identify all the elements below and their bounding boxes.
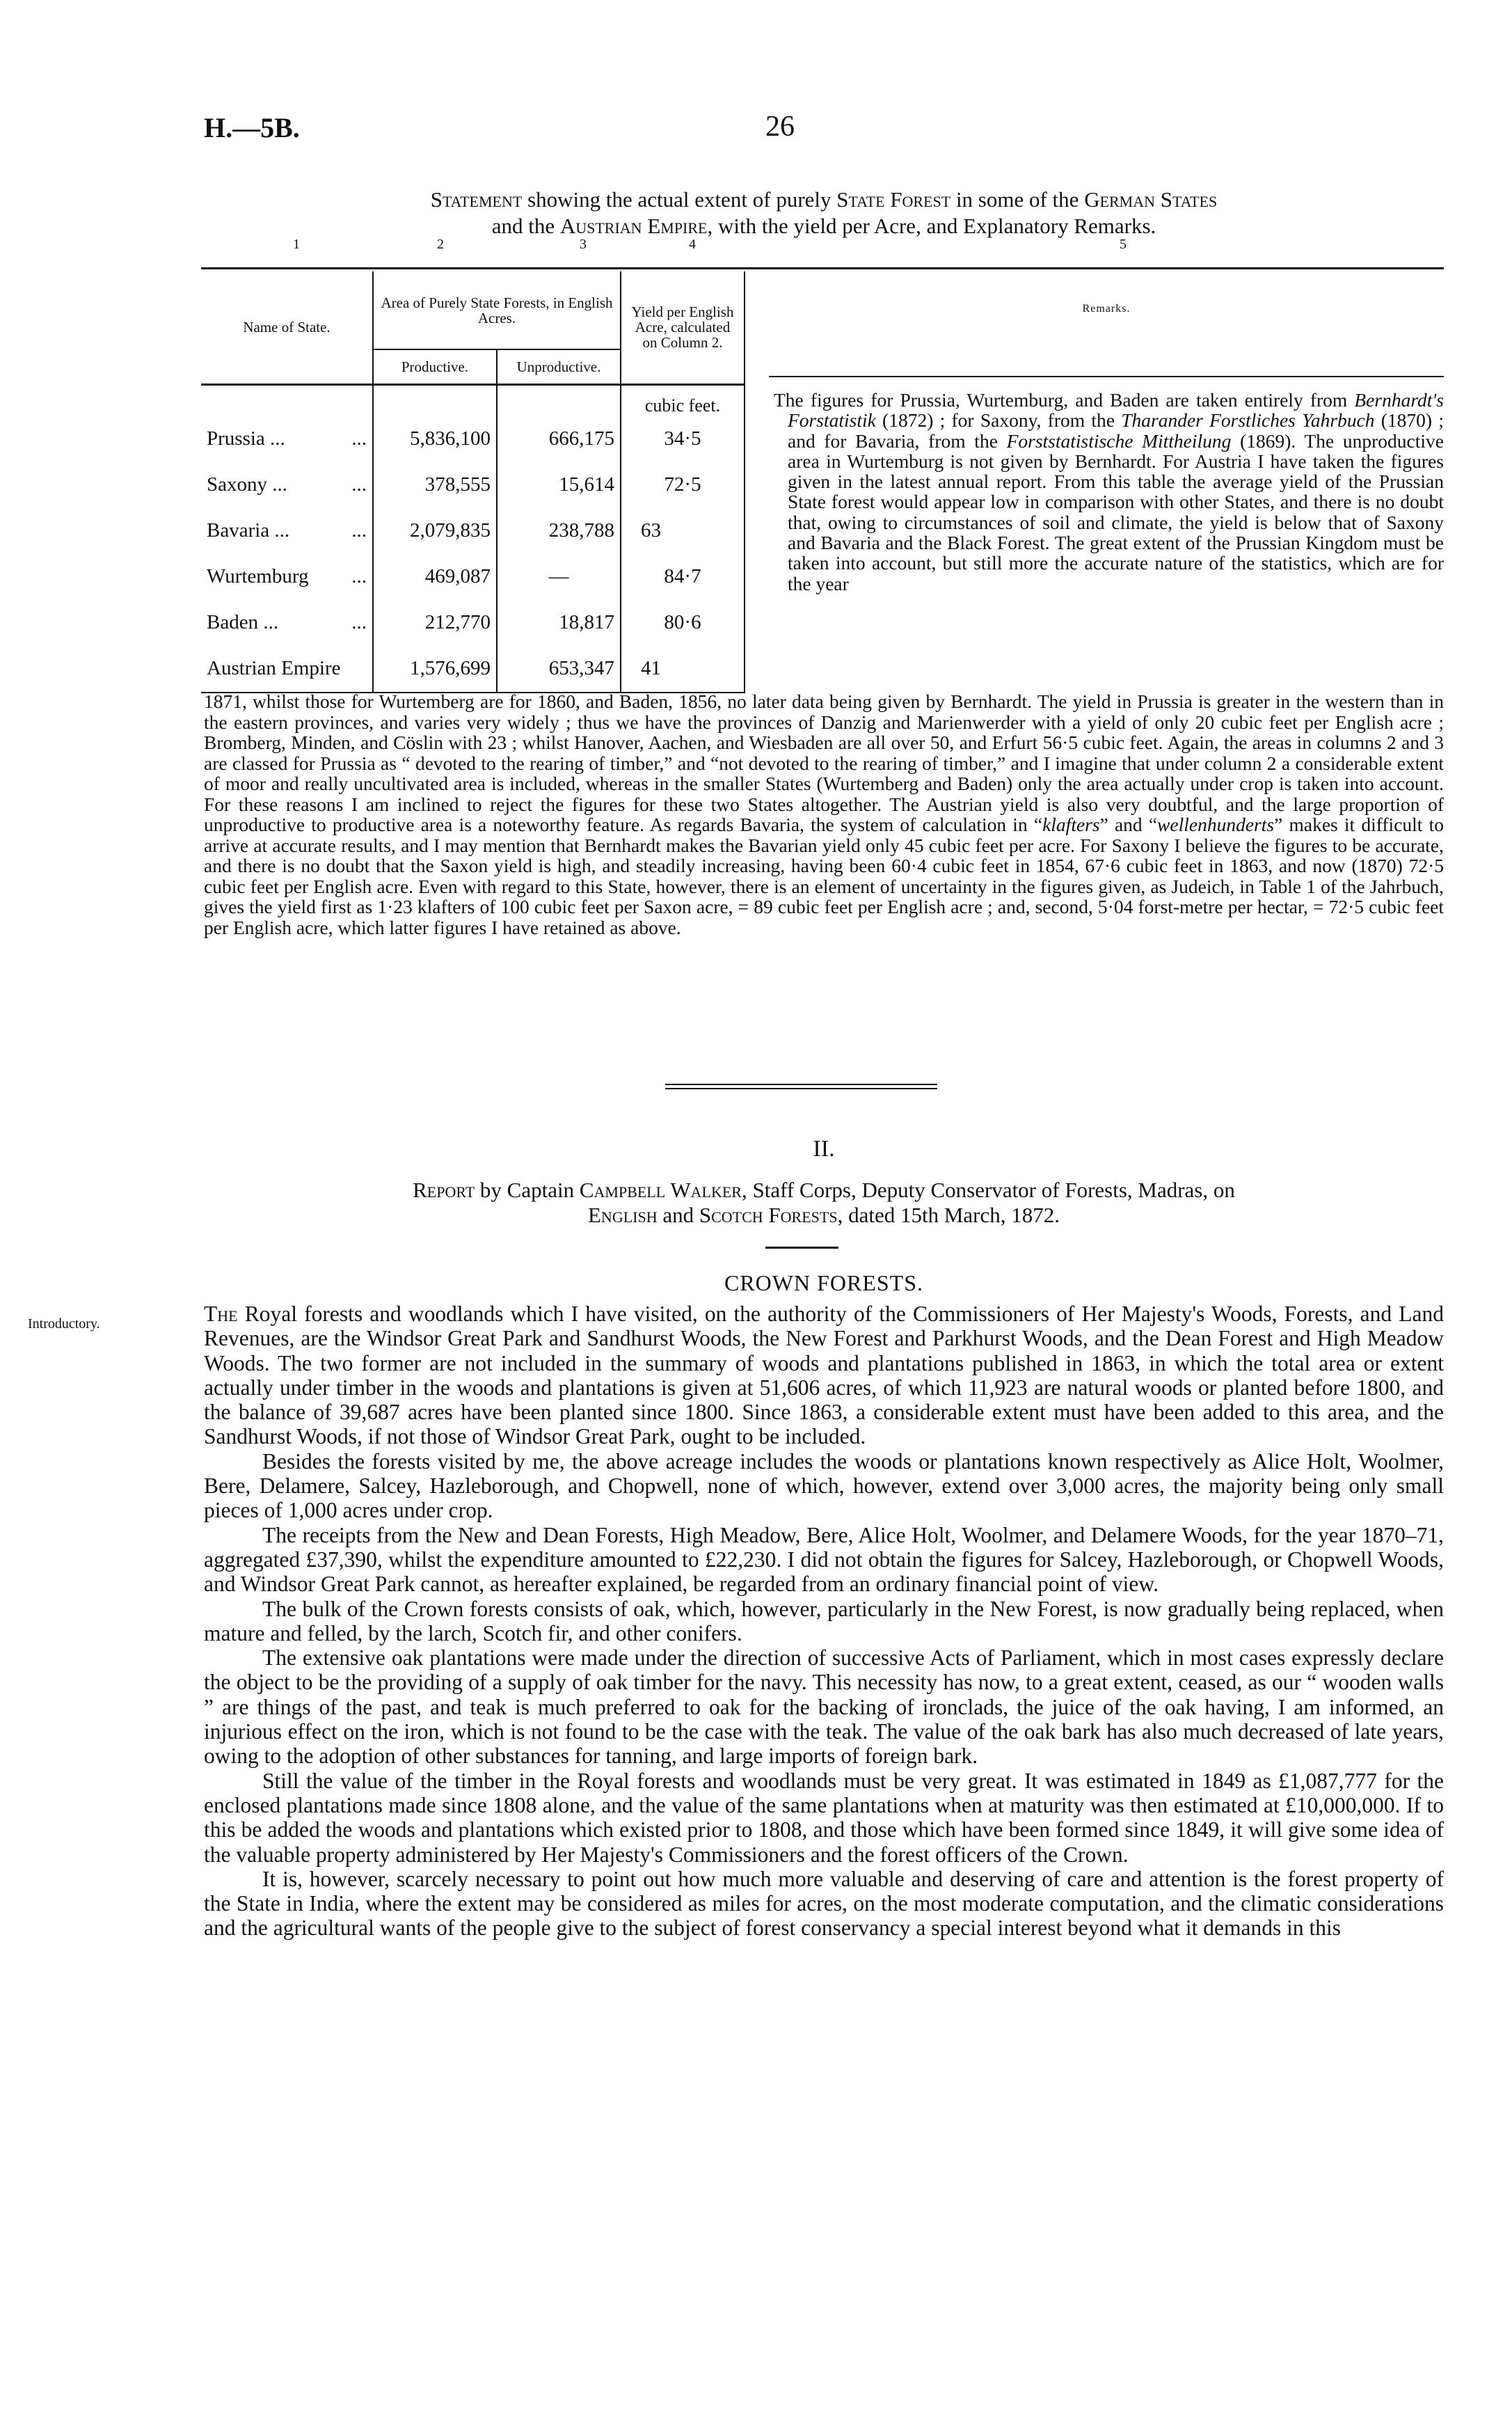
title-text: showing the actual extent of purely: [522, 187, 837, 212]
leader-dots: ...: [351, 427, 367, 450]
report-heading: [204, 1178, 1444, 1228]
table-row: [201, 416, 745, 462]
header-unproductive: Unproductive.: [497, 349, 621, 384]
remarks-text: (1870) ; and for Bavaria, from the: [788, 409, 1444, 452]
leader-dots: ...: [351, 519, 367, 542]
paragraph-lead: The: [204, 1302, 238, 1326]
header-name-of-state: Name of State.: [243, 319, 331, 336]
yield-cell: 63: [621, 508, 745, 554]
section-divider: [665, 1088, 937, 1089]
unproductive-cell: 238,788: [497, 508, 621, 554]
table-top-rule: [201, 267, 1444, 269]
section-divider: [665, 1084, 937, 1085]
remarks-term: wellenhunderts: [1157, 814, 1275, 835]
remarks-text: (1869). The unproductive area in Wurtemburg is not given by Bernhardt. For Austria I have taken the figures given in the latest annual report. From this table the average yield of the Prussian State forest would appear low in comparison with other States, and there is no doubt that, owing to circumstances of soil and climate, the yield is below that of Saxony and Bavaria and the Black Forest. The great extent of the Prussian Kingdom must be taken into account, but still more the accurate nature of the statistics, which are for the year: [788, 429, 1444, 594]
column-number: 1: [293, 237, 300, 252]
remarks-citation: Tharander Forstliches Yahrbuch: [1121, 409, 1375, 432]
state-name: Saxony ...: [207, 473, 287, 496]
state-forest-table: [201, 271, 745, 693]
remarks-text: The figures for Prussia, Wurtemburg, and Baden are taken entirely from: [774, 389, 1355, 411]
report-text: , dated 15th March, 1872.: [837, 1203, 1060, 1227]
report-word: Report: [413, 1178, 475, 1202]
header-remarks: Remarks.: [1082, 303, 1131, 315]
report-body: [204, 1302, 1444, 1941]
leader-dots: ...: [351, 611, 367, 633]
paragraph: Still the value of the timber in the Royal forests and woodlands must be very great. It was estimated in 1849 as £1,087,777 for the enclosed plantations made since 1808 alone, and the value of the same plantations when at maturity was then estimated at £10,000,000. If to this be added the woods and plantations which existed prior to 1808, and those which have been formed since 1849, it will give some idea of the valuable property administered by Her Majesty's Commissioners and the forest officers of the Crown.: [204, 1768, 1444, 1867]
state-name: Austrian Empire: [207, 657, 341, 679]
paragraph: Besides the forests visited by me, the above acreage includes the woods or plantations known respectively as Alice Holt, Woolmer, Bere, Delamere, Salcey, Hazleborough, and Chopwell, none of which, however, extend over 3,000 acres, the majority being only small pieces of 1,000 acres under crop.: [204, 1448, 1444, 1523]
yield-unit: cubic feet.: [621, 384, 745, 416]
title-text: in some of the: [950, 187, 1085, 212]
remarks-term: klafters: [1042, 814, 1100, 835]
remarks-text: ” and “: [1099, 814, 1158, 835]
unproductive-cell: —: [497, 554, 621, 600]
header-area: Area of Purely State Forests, in English Acres.: [373, 271, 621, 349]
unproductive-cell: 15,614: [497, 462, 621, 508]
state-name: Baden ...: [207, 611, 279, 633]
state-name: Prussia ...: [207, 427, 285, 450]
header-productive: Productive.: [373, 349, 497, 384]
leader-dots: ...: [351, 473, 367, 496]
paragraph-text: Royal forests and woodlands which I have visited, on the authority of the Commissioners of Her Majesty's Woods, Forests, and Land Revenues, are the Windsor Great Park and Sandhurst Woods, the New Forest and Parkhurst Woods, and the Dean Forest and High Meadow Woods. The two former are not included in the summary of woods and plantations published in 1863, in which the total area or extent actually under timber in the woods and plantations is given at 51,606 acres, of which 11,923 are natural woods or planted before 1800, and the balance of 39,687 acres have been planted since 1800. Since 1863, a considerable extent must have been added to this area, and the Sandhurst Woods, if not those of Windsor Great Park, ought to be included.: [204, 1302, 1444, 1449]
table-title: [204, 187, 1444, 239]
report-word: Scotch Forests: [699, 1203, 838, 1227]
remarks-continuation: [204, 691, 1444, 938]
heading-rule: [765, 1247, 838, 1249]
section-number: II.: [813, 1136, 835, 1162]
table-row: [201, 462, 745, 508]
productive-cell: 1,576,699: [373, 646, 497, 693]
productive-cell: 5,836,100: [373, 416, 497, 462]
remarks-column: [774, 390, 1444, 594]
state-name: Wurtemburg: [207, 565, 309, 587]
paragraph: The receipts from the New and Dean Forests, High Meadow, Bere, Alice Holt, Woolmer, and Delamere Woods, for the year 1870–71, aggregated £37,390, whilst the expenditure amounted to £22,230. I did not obtain the figures for Salcey, Hazleborough, or Chopwell Woods, and Windsor Great Park cannot, as hereafter explained, be regarded from an ordinary financial point of view.: [204, 1522, 1444, 1597]
title-word: Statement: [430, 187, 523, 212]
column-number: 2: [437, 237, 444, 252]
title-word: German States: [1084, 187, 1218, 212]
title-text: and the: [491, 214, 560, 238]
paragraph: The bulk of the Crown forests consists of oak, which, however, particularly in the New Forest, is now gradually being replaced, when mature and felled, by the larch, Scotch fir, and other conifers.: [204, 1596, 1444, 1645]
table-row: [201, 600, 745, 646]
yield-cell: 84·7: [621, 554, 745, 600]
unproductive-cell: 666,175: [497, 416, 621, 462]
column-number: 5: [1120, 237, 1127, 252]
paragraph: [204, 1302, 1444, 1449]
page-number: 26: [765, 111, 795, 143]
state-name: Bavaria ...: [207, 519, 290, 542]
yield-cell: 41: [621, 646, 745, 693]
productive-cell: 469,087: [373, 554, 497, 600]
remarks-rule: [769, 376, 1444, 377]
report-word: Campbell Walker: [579, 1178, 742, 1202]
productive-cell: 2,079,835: [373, 508, 497, 554]
document-reference: H.—5B.: [204, 112, 300, 143]
leader-dots: ...: [351, 565, 367, 587]
title-word: Austrian Empire: [559, 214, 708, 238]
remarks-citation: Bernhardt's Forstatistik: [788, 389, 1444, 432]
crown-forests-heading: CROWN FORESTS.: [724, 1270, 924, 1295]
remarks-citation: Forststatistische Mittheilung: [1006, 429, 1232, 452]
column-number: 4: [689, 237, 696, 252]
productive-cell: 378,555: [373, 462, 497, 508]
margin-note: Introductory.: [28, 1316, 100, 1332]
unproductive-cell: 653,347: [497, 646, 621, 693]
column-number: 3: [580, 237, 587, 252]
yield-cell: 72·5: [621, 462, 745, 508]
remarks-text: (1872) ; for Saxony, from the: [875, 409, 1122, 432]
remarks-text: ” makes it difficult to arrive at accurate results, and I may mention that Bernhardt makes the Bavarian yield only 45 cubic feet per acre. For Saxony I believe the figures to be accurate, and there is no doubt that the Saxon yield is high, and steadily increasing, having been 60·4 cubic feet in 1854, 67·6 cubic feet in 1863, and now (1870) 72·5 cubic feet per English acre. Even with regard to this State, however, there is an element of uncertainty in the figures given, as Judeich, in Table 1 of the Jahrbuch, gives the yield first as 1·23 klafters of 100 cubic feet per Saxon acre, = 89 cubic feet per English acre ; and, second, 5·04 forst-metre per hectar, = 72·5 cubic feet per English acre, which latter figures I have retained as above.: [204, 814, 1444, 938]
yield-cell: 80·6: [621, 600, 745, 646]
yield-cell: 34·5: [621, 416, 745, 462]
report-word: English: [588, 1203, 658, 1227]
unproductive-cell: 18,817: [497, 600, 621, 646]
productive-cell: 212,770: [373, 600, 497, 646]
title-text: , with the yield per Acre, and Explanatory Remarks.: [707, 214, 1156, 238]
report-text: and: [657, 1203, 699, 1227]
column-numbers: [204, 237, 1444, 255]
title-word: State Forest: [836, 187, 951, 212]
paragraph: The extensive oak plantations were made under the direction of successive Acts of Parliament, which in most cases expressly declare the object to be the providing of a supply of oak timber for the navy. This necessity has now, to a great extent, ceased, as our “ wooden walls ” are things of the past, and teak is much preferred to oak for the backing of ironclads, the juice of the oak having, I am informed, an injurious effect on the iron, which is not found to be the case with the teak. The value of the oak bark has also much decreased of late years, owing to the adoption of other substances for tanning, and large imports of foreign bark.: [204, 1645, 1444, 1769]
table-row: [201, 554, 745, 600]
report-text: by Captain: [475, 1178, 580, 1202]
paragraph: It is, however, scarcely necessary to point out how much more valuable and deserving of care and attention is the forest property of the State in India, where the extent may be considered as miles for acres, on the most moderate computation, and the climatic considerations and the agricultural wants of the people give to the subject of forest conservancy a special interest beyond what it demands in this: [204, 1866, 1444, 1941]
remarks-text: 1871, whilst those for Wurtemberg are for 1860, and Baden, 1856, no later data being given by Bernhardt. The yield in Prussia is greater in the western than in the eastern provinces, and varies very widely ; thus we have the provinces of Danzig and Marienwerder with a yield of only 20 cubic feet per English acre ; Bromberg, Minden, and Cöslin with 23 ; whilst Hanover, Aachen, and Wiesbaden are all over 50, and Erfurt 56·5 cubic feet. Again, the areas in columns 2 and 3 are classed for Prussia as “ devoted to the rearing of timber,” and “not devoted to the rearing of timber,” and I imagine that under column 2 a considerable extent of moor and really uncultivated area is included, whereas in the smaller States (Wurtemberg and Baden) only the area actually under crop is taken into account. For these reasons I am inclined to reject the figures for these two States altogether. The Austrian yield is also very doubtful, and the large proportion of unproductive to productive area is a noteworthy feature. As regards Bavaria, the system of calculation in “: [204, 690, 1444, 835]
report-text: , Staff Corps, Deputy Conservator of Forests, Madras, on: [741, 1178, 1235, 1202]
header-yield: Yield per English Acre, calculated on Column 2.: [621, 271, 745, 384]
table-row: [201, 646, 745, 693]
table-row: [201, 508, 745, 554]
